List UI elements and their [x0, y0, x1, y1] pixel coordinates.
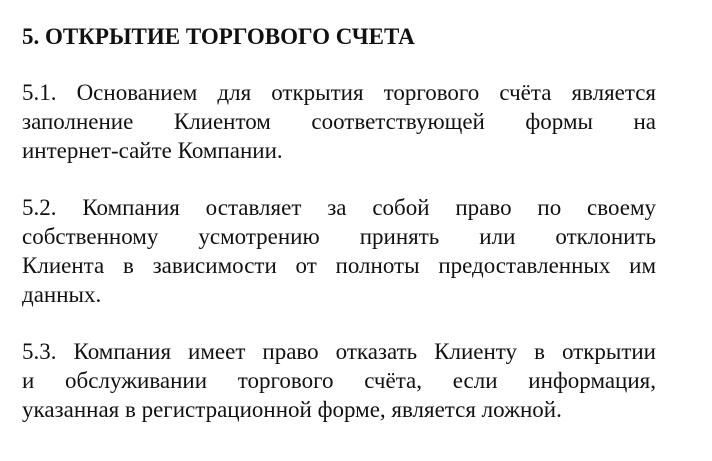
paragraph-5-3 [22, 337, 656, 424]
paragraph-line: заполнение Клиентом соответствующей формы на [22, 109, 656, 134]
paragraph-line: 5.1. Основанием для открытия торгового счёта является [22, 80, 656, 105]
paragraph-5-2 [22, 193, 656, 309]
paragraph-line: 5.3. Компания имеет право отказать Клиенту в открытии [22, 339, 656, 364]
document-page [22, 22, 656, 452]
section-heading: 5. ОТКРЫТИЕ ТОРГОВОГО СЧЕТА [22, 24, 415, 49]
paragraph-line: Клиента в зависимости от полноты предоставленных им [22, 253, 656, 278]
paragraph-5-1 [22, 78, 656, 165]
paragraph-line: интернет-сайте Компании. [22, 138, 283, 163]
paragraph-line: указанная в регистрационной форме, является ложной. [22, 397, 562, 422]
paragraph-line: собственному усмотрению принять или отклонить [22, 224, 656, 249]
paragraph-line: данных. [22, 282, 102, 307]
paragraph-line: и обслуживании торгового счёта, если информация, [22, 368, 656, 393]
paragraph-line: 5.2. Компания оставляет за собой право по своему [22, 195, 656, 220]
